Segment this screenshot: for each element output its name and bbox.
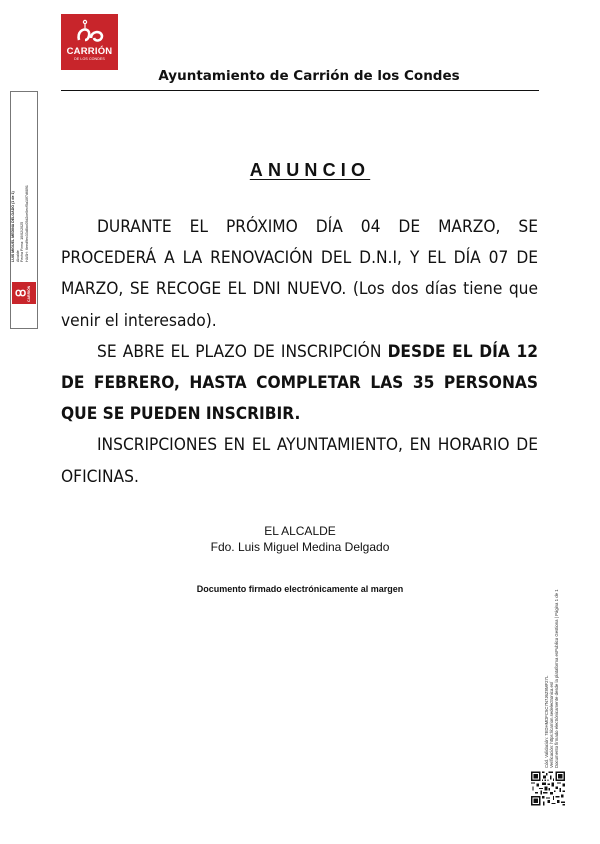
stamp-signer: LUIS MIGUEL MEDINA DELGADO (1 de 1) <box>11 191 15 262</box>
logo-name: CARRIÓN <box>66 46 113 57</box>
electronic-signature-note: Documento firmado electrónicamente al margen <box>196 584 404 594</box>
scallop-shell-icon <box>75 18 105 46</box>
signature-role: EL ALCALDE <box>264 524 336 538</box>
document-heading: ANUNCIO <box>249 160 371 180</box>
header-divider <box>61 90 539 91</box>
stamp-logo <box>12 282 36 304</box>
announcement-body <box>61 212 538 493</box>
paragraph-office: INSCRIPCIONES EN EL AYUNTAMIENTO, EN HORARIO DE OFICINAS. <box>61 435 538 487</box>
signature-block <box>0 523 600 555</box>
qr-code-icon <box>531 771 565 806</box>
validation-code: Cód. Validación: 7EDHMDFC5C7N7J6Z9MF27L <box>544 675 549 768</box>
scallop-shell-icon: ꝏ <box>15 287 27 299</box>
carrion-logo <box>61 14 118 70</box>
verification-url: Verificación: https://carrion.sedelectronica.es/ <box>549 681 554 768</box>
stamp-hash: HASH: 6eed9ec33d8cc05d2ce0ecf5a10f7d6891 <box>24 185 29 262</box>
stamp-role: Alcalde <box>15 250 20 262</box>
page-header-title: Ayuntamiento de Carrión de los Condes <box>158 68 460 84</box>
stamp-date: Fecha Firma: 10/02/2025 <box>20 221 24 262</box>
paragraph-dates: DURANTE EL PRÓXIMO DÍA 04 DE MARZO, SE PROCEDERÁ A LA RENOVACIÓN DEL D.N.I, Y EL DÍA 07 DE MARZO, SE RECOGE EL DNI NUEVO. (Los dos días tiene que venir el interesado). <box>61 217 538 331</box>
stamp-logo-text: CARRIÓN <box>27 285 31 302</box>
signature-name: Fdo. Luis Miguel Medina Delgado <box>210 540 390 554</box>
logo-subtitle: DE LOS CONDES <box>74 57 105 61</box>
paragraph-registration: SE ABRE EL PLAZO DE INSCRIPCIÓN DESDE EL DÍA 12 DE FEBRERO, HASTA COMPLETAR LAS 35 PERSONAS QUE SE PUEDEN INSCRIBIR. <box>61 341 538 425</box>
platform-note: Documento firmado electrónicamente desde la plataforma esPublico Gestiona | Página 1 de 1 <box>554 589 559 768</box>
